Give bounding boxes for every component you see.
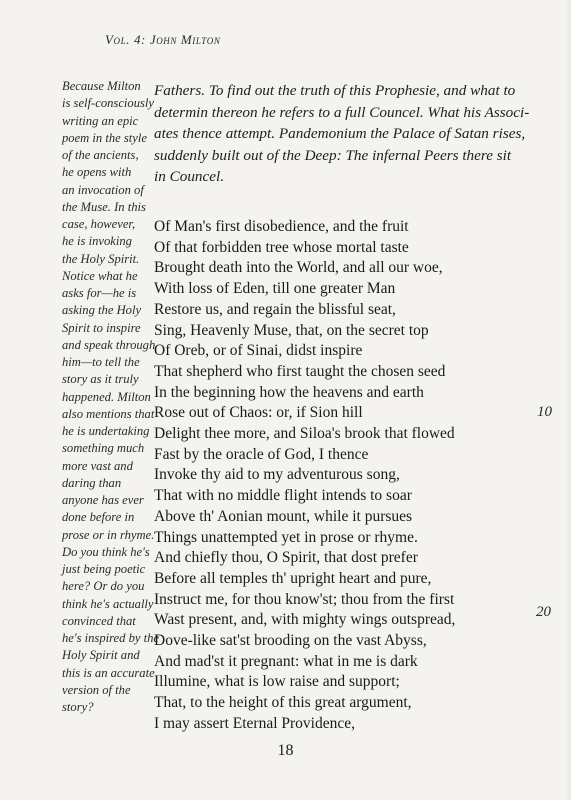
sidenote-line: he is undertaking <box>62 424 150 438</box>
poem-verse: Of that forbidden tree whose mortal taste <box>154 238 409 256</box>
poem-verse: Of Oreb, or of Sinai, didst inspire <box>154 342 363 360</box>
poem-verse: Sing, Heavenly Muse, that, on the secret top <box>154 321 429 339</box>
sidenote-line: poem in the style <box>62 130 147 145</box>
poem-verse: Wast present, and, with mighty wings outspread, <box>154 611 456 629</box>
poem-verse: Of Man's first disobedience, and the fruit <box>154 218 409 235</box>
sidenote-line: he is invoking <box>62 234 132 249</box>
sidenote-line: writing an epic <box>62 113 139 128</box>
poem-verse: Instruct me, for thou know'st; thou from the first <box>154 590 455 608</box>
sidenote-line: is self-consciously <box>62 96 154 111</box>
sidenote-line: asking the Holy <box>62 303 142 318</box>
sidenote-line: prose or in rhyme. <box>62 527 155 542</box>
sidenote-line: the Muse. In this <box>62 199 146 214</box>
poem-verse: Dove-like sat'st brooding on the vast Abyss, <box>154 632 427 650</box>
sidenote-line: just being poetic <box>62 562 146 576</box>
page-edge-shadow <box>565 0 571 800</box>
sidenote-line: think he's actually <box>62 596 154 611</box>
sidenote-line: done before in <box>62 510 135 525</box>
sidenote-line: and speak through <box>62 337 156 352</box>
running-head: Vol. 4: John Milton <box>105 32 221 47</box>
sidenote-line: he's inspired by the <box>62 631 160 645</box>
poem-verse: Fast by the oracle of God, I thence <box>154 445 369 463</box>
sidenote-line: daring than <box>62 475 122 490</box>
sidenote-line: story as it truly <box>62 372 139 387</box>
sidenote-line: him—to tell the <box>62 355 140 369</box>
argument-line: determin thereon he refers to a full Councel. What his Associ- <box>154 103 530 121</box>
argument-line: ates thence attempt. Pandemonium the Palace of Satan rises, <box>154 125 526 143</box>
sidenote-line: of the ancients, <box>62 148 139 162</box>
sidenote-line: asks for—he is <box>62 286 137 300</box>
poem-verse: With loss of Eden, till one greater Man <box>154 280 396 298</box>
poem-verse: Illumine, what is low raise and support; <box>154 673 400 691</box>
argument-line: suddenly built out of the Deep: The infernal Peers there sit <box>154 146 512 164</box>
sidenote-line: Because Milton <box>62 79 141 93</box>
poem-verse: Brought death into the World, and all our woe, <box>154 259 443 277</box>
poem-verse: Above th' Aonian mount, while it pursues <box>154 507 413 525</box>
sidenote-line: here? Or do you <box>62 579 145 594</box>
sidenote-line: Do you think he's <box>62 544 150 559</box>
sidenote-line: an invocation of <box>62 182 144 197</box>
sidenote-line: anyone has ever <box>62 493 144 507</box>
sidenote-line: something much <box>62 441 145 456</box>
poem-verse: That, to the height of this great argument, <box>154 694 412 712</box>
sidenote-line: Holy Spirit and <box>62 648 140 663</box>
sidenote-line: more vast and <box>62 458 133 473</box>
page-number: 18 <box>277 742 294 759</box>
sidenote-line: he opens with <box>62 165 132 180</box>
sidenote-line: story? <box>62 700 94 714</box>
poem-verse: That with no middle flight intends to soar <box>154 487 412 505</box>
poem-verse: Delight thee more, and Siloa's brook that flowed <box>154 425 455 443</box>
sidenote-line: this is an accurate <box>62 665 155 680</box>
poem-verse: And chiefly thou, O Spirit, that dost prefer <box>154 549 418 567</box>
line-number-20: 20 <box>536 604 551 620</box>
sidenote-line: also mentions that <box>62 406 155 421</box>
poem-verse: I may assert Eternal Providence, <box>154 714 355 732</box>
poem-verse: In the beginning how the heavens and earth <box>154 383 424 401</box>
poem-verse: And mad'st it pregnant: what in me is dark <box>154 652 418 670</box>
argument-line: in Councel. <box>154 168 225 186</box>
poem-verse: Before all temples th' upright heart and pure, <box>154 569 432 587</box>
poem-text <box>154 217 514 735</box>
sidenote-line: case, however, <box>62 217 136 231</box>
sidenote-line: version of the <box>62 682 131 697</box>
line-number-10: 10 <box>537 404 552 420</box>
argument-text <box>154 80 554 188</box>
sidenote-line: the Holy Spirit. <box>62 251 140 266</box>
poem-verse: Invoke thy aid to my adventurous song, <box>154 466 400 484</box>
sidenote <box>62 78 160 716</box>
sidenote-line: happened. Milton <box>62 389 151 404</box>
sidenote-line: convinced that <box>62 613 136 628</box>
poem-verse: Things unattempted yet in prose or rhyme. <box>154 528 418 546</box>
poem-verse: Rose out of Chaos: or, if Sion hill <box>154 404 363 422</box>
sidenote-line: Notice what he <box>62 268 138 283</box>
poem-verse: That shepherd who first taught the chosen seed <box>154 362 446 380</box>
argument-line: Fathers. To find out the truth of this Prophesie, and what to <box>154 82 516 99</box>
sidenote-line: Spirit to inspire <box>62 320 141 335</box>
poem-verse: Restore us, and regain the blissful seat, <box>154 300 396 318</box>
